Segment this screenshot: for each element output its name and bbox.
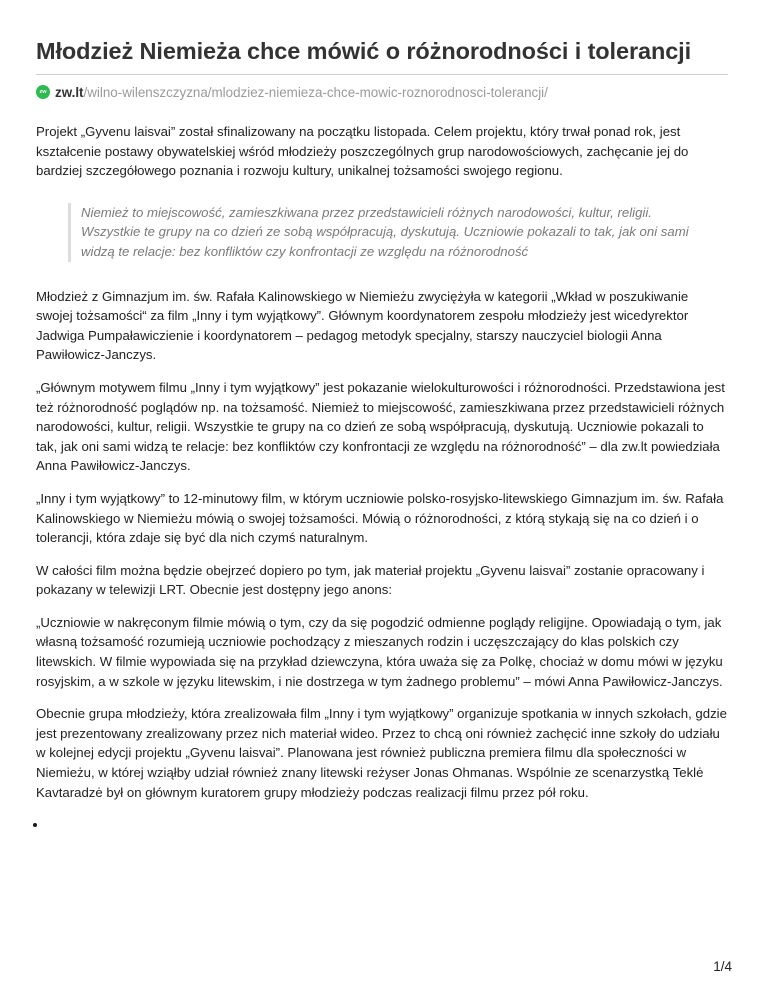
article xyxy=(36,0,728,835)
article-body xyxy=(36,122,728,835)
body-paragraph: Młodzież z Gimnazjum im. św. Rafała Kalinowskiego w Niemieżu zwyciężyła w kategorii „Wkład w poszukiwanie swojej tożsamości“ za film „Inny i tym wyjątkowy”. Głównym koordynatorem zespołu młodzieży jest wicedyrektor Jadwiga Pumpaławiczienie i koordynatorem – pedagog metodyk specjalny, starszy nauczyciel biologii Anna Pawiłowicz-Janczys. xyxy=(36,288,689,363)
body-paragraph: Obecnie grupa młodzieży, która zrealizowała film „Inny i tym wyjątkowy” organizuje spotkania w innych szkołach, gdzie jest prezentowany zrealizowany przez nich materiał wideo. Przez to chcą oni również zachęcić inne szkoły do udziału w kolejnej edycji projektu „Gyvenu laisvai”. Planowana jest również publiczna premiera filmu dla społeczności w Niemieżu, w której wziąłby udział również znany litewski reżyser Jonas Ohmanas. Wspólnie ze scenarzystką Teklė Kavtaradzė był on głównym kuratorem grupy młodzieży podczas realizacji filmu przez pół roku. xyxy=(36,706,727,800)
source-domain[interactable]: zw.lt xyxy=(55,84,84,100)
title-divider xyxy=(36,74,728,75)
source-path[interactable]: /wilno-wilenszczyzna/mlodziez-niemieza-chce-mowic-roznorodnosci-tolerancji/ xyxy=(83,84,548,100)
body-paragraph: „Inny i tym wyjątkowy” to 12-minutowy film, w którym uczniowie polsko-rosyjsko-litewskiego Gimnazjum im. św. Rafała Kalinowskiego w Niemieżu mówią o swojej tożsamości. Mówią o różnorodności, z którą stykają się na co dzień i o tolerancji, która zdaje się być dla nich czymś naturalnym. xyxy=(36,490,724,546)
bullet-list xyxy=(36,815,728,835)
source-line xyxy=(36,84,728,100)
zw-logo-icon: zw xyxy=(36,85,50,99)
body-paragraph: „Uczniowie w nakręconym filmie mówią o tym, czy da się pogodzić odmienne poglądy religijne. Opowiadają o tym, jak własną tożsamość rozumieją uczniowie pochodzący z mieszanych rodzin i uczęszczający do klas polskich czy litewskich. W filmie wypowiada się na przykład dziewczyna, która uważa się za Polkę, chociaż w domu mówi w języku rosyjskim, a w szkole w języku litewskim, i nie dostrzega w tym żadnego problemu” – mówi Anna Pawiłowicz-Janczys. xyxy=(36,614,723,689)
body-paragraph: W całości film można będzie obejrzeć dopiero po tym, jak materiał projektu „Gyvenu laisvai” zostanie opracowany i pokazany w telewizji LRT. Obecnie jest dostępny jego anons: xyxy=(36,562,705,598)
body-paragraph: „Głównym motywem filmu „Inny i tym wyjątkowy” jest pokazanie wielokulturowości i różnorodności. Przedstawiona jest też różnorodność poglądów np. na tożsamość. Niemież to miejscowość, zamieszkiwana przez przedstawicieli różnych narodowości, kultur, religii. Wszystkie te grupy na co dzień ze sobą współpracują, dyskutują. Uczniowie pokazali to tak, jak oni sami widzą te relacje: bez konfliktów czy konfrontacji ze względu na różnorodność” – dla zw.lt powiedziała Anna Pawiłowicz-Janczys. xyxy=(36,379,725,474)
intro-paragraph: Projekt „Gyvenu laisvai” został sfinalizowany na początku listopada. Celem projektu, który trwał ponad rok, jest kształcenie postawy obywatelskiej wśród młodzieży poszczególnych grup narodowościowych, zachęcanie jej do bardziej szczegółowego poznania i rozwoju kultury, unikalnej tożsamości swojego regionu. xyxy=(36,124,689,179)
page-title: Młodzież Niemieża chce mówić o różnorodności i tolerancji xyxy=(36,38,692,64)
pull-quote: Niemież to miejscowość, zamieszkiwana przez przedstawicieli różnych narodowości, kultur, religii. Wszystkie te grupy na co dzień ze sobą współpracują, dyskutują. Uczniowie pokazali to tak, jak oni sami widzą te relacje: bez konfliktów czy konfrontacji ze względu na różnorodność xyxy=(68,203,701,262)
empty-list-item xyxy=(48,815,728,835)
page-number: 1/4 xyxy=(713,959,732,974)
